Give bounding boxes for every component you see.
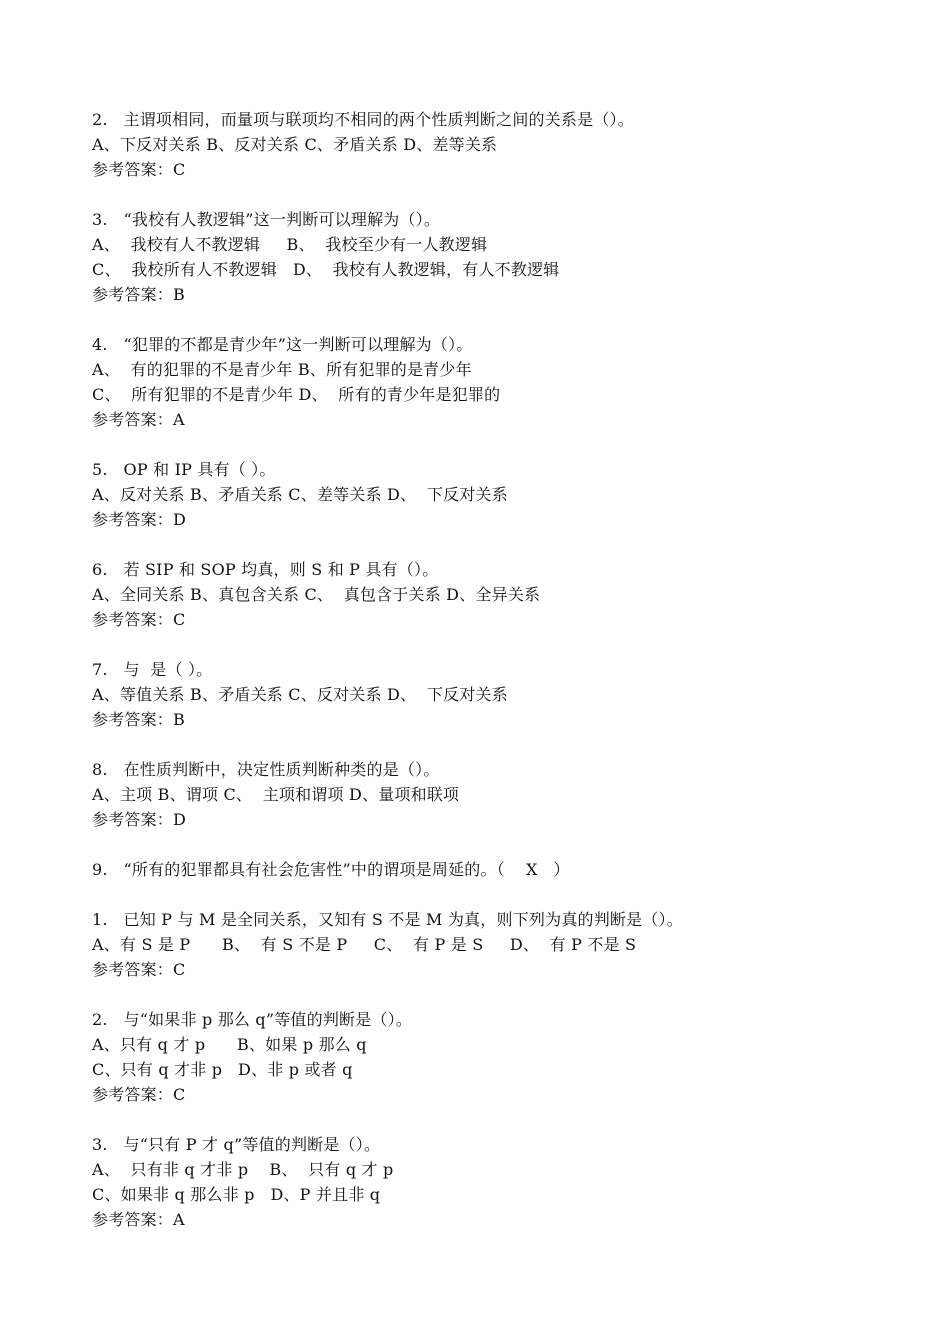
question-block: [92, 207, 892, 307]
question-options: C、 我校所有人不教逻辑 D、 我校有人教逻辑，有人不教逻辑: [92, 260, 560, 279]
question-options: A、有 S 是 P B、 有 S 不是 P C、 有 P 是 S D、 有 P 不是 S: [92, 935, 637, 954]
question-block: [92, 457, 892, 532]
question-stem: 5. OP 和 IP 具有（ ）。: [92, 460, 276, 479]
question-options: A、等值关系 B、矛盾关系 C、反对关系 D、 下反对关系: [92, 685, 508, 704]
question-options: A、 只有非 q 才非 p B、 只有 q 才 p: [92, 1160, 394, 1179]
question-stem: 7. 与 是（ ）。: [92, 660, 213, 679]
question-options: A、主项 B、谓项 C、 主项和谓项 D、量项和联项: [92, 785, 460, 804]
question-stem: 2. 与“如果非 p 那么 q”等值的判断是（）。: [92, 1010, 413, 1029]
question-options: C、 所有犯罪的不是青少年 D、 所有的青少年是犯罪的: [92, 385, 501, 404]
answer-line: 参考答案：C: [92, 960, 186, 979]
question-options: C、如果非 q 那么非 p D、P 并且非 q: [92, 1185, 381, 1204]
answer-line: 参考答案：D: [92, 810, 187, 829]
question-options: A、反对关系 B、矛盾关系 C、差等关系 D、 下反对关系: [92, 485, 508, 504]
question-block: [92, 1007, 892, 1107]
answer-line: 参考答案：D: [92, 510, 187, 529]
question-stem: 3. 与“只有 P 才 q”等值的判断是（）。: [92, 1135, 381, 1154]
question-stem: 2. 主谓项相同，而量项与联项均不相同的两个性质判断之间的关系是（）。: [92, 110, 634, 129]
question-stem: 9. “所有的犯罪都具有社会危害性”中的谓项是周延的。（ X ）: [92, 860, 570, 879]
document-page: [92, 107, 892, 1257]
answer-line: 参考答案：A: [92, 410, 185, 429]
question-stem: 1. 已知 P 与 M 是全同关系，又知有 S 不是 M 为真，则下列为真的判断是（）。: [92, 910, 683, 929]
question-options: A、下反对关系 B、反对关系 C、矛盾关系 D、差等关系: [92, 135, 498, 154]
answer-line: 参考答案：B: [92, 710, 185, 729]
question-block: [92, 907, 892, 982]
answer-line: 参考答案：B: [92, 285, 185, 304]
question-options: C、只有 q 才非 p D、非 p 或者 q: [92, 1060, 353, 1079]
question-block: [92, 557, 892, 632]
question-options: A、只有 q 才 p B、如果 p 那么 q: [92, 1035, 367, 1054]
question-stem: 8. 在性质判断中，决定性质判断种类的是（）。: [92, 760, 440, 779]
question-options: A、 有的犯罪的不是青少年 B、所有犯罪的是青少年: [92, 360, 472, 379]
question-stem: 6. 若 SIP 和 SOP 均真，则 S 和 P 具有（）。: [92, 560, 439, 579]
question-block: [92, 857, 892, 882]
answer-line: 参考答案：C: [92, 610, 186, 629]
question-options: A、 我校有人不教逻辑 B、 我校至少有一人教逻辑: [92, 235, 488, 254]
question-block: [92, 657, 892, 732]
question-block: [92, 107, 892, 182]
question-block: [92, 332, 892, 432]
answer-line: 参考答案：C: [92, 160, 186, 179]
question-block: [92, 757, 892, 832]
answer-line: 参考答案：A: [92, 1210, 185, 1229]
question-stem: 3. “我校有人教逻辑”这一判断可以理解为（）。: [92, 210, 441, 229]
question-stem: 4. “犯罪的不都是青少年”这一判断可以理解为（）。: [92, 335, 473, 354]
question-options: A、全同关系 B、真包含关系 C、 真包含于关系 D、全异关系: [92, 585, 541, 604]
answer-line: 参考答案：C: [92, 1085, 186, 1104]
question-block: [92, 1132, 892, 1232]
